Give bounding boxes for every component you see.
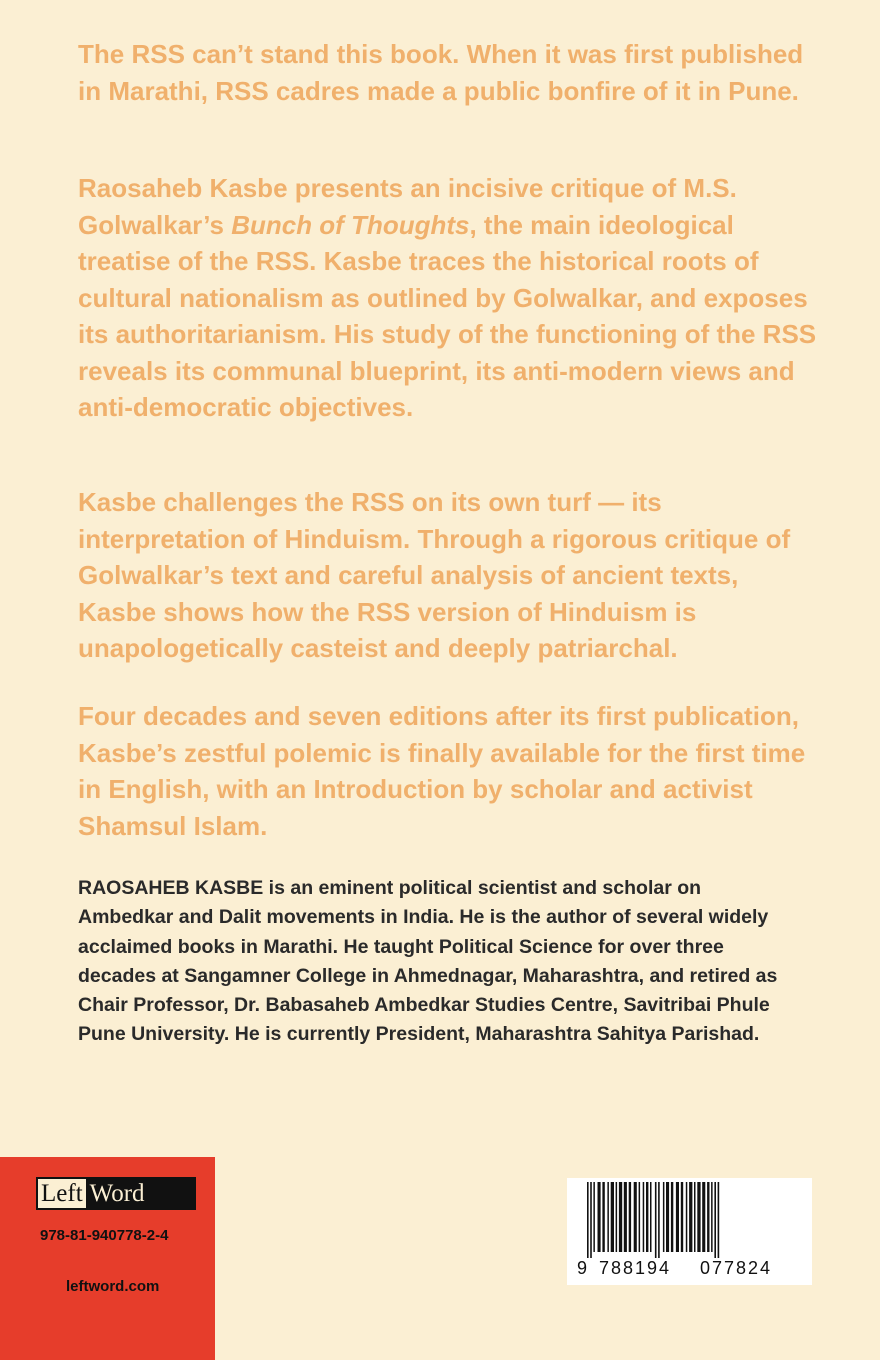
barcode-bar [634, 1182, 637, 1252]
blurb-paragraph-4: Four decades and seven editions after its first publication, Kasbe’s zestful polemic is finally available for the first time in English, with an Introduction by scholar and activist Shamsul Islam. [78, 701, 806, 841]
barcode-bar [671, 1182, 673, 1252]
barcode-bar [616, 1182, 618, 1252]
barcode-bar [689, 1182, 692, 1252]
barcode-bar [650, 1182, 652, 1252]
barcode-bar [663, 1182, 665, 1252]
barcode-bars [583, 1182, 803, 1258]
barcode-bar [598, 1182, 601, 1252]
isbn-number: 978-81-940778-2-4 [40, 1227, 169, 1244]
author-bio: RAOSAHEB KASBE is an eminent political scientist and scholar on Ambedkar and Dalit movements in India. He is the author of several widely acclaimed books in Marathi. He taught Political Science for over three decades at Sangamner College in Ahmednagar, Maharashtra, and retired as Chair Professor, Dr. Babasaheb Ambedkar Studies Centre, Savitribai Phule Pune University. He is currently President, Maharashtra Sahitya Parishad. [78, 877, 778, 1046]
barcode-bar [655, 1182, 657, 1258]
barcode-bar [718, 1182, 720, 1258]
publisher-website: leftword.com [66, 1278, 160, 1295]
logo-right-text: Word [86, 1179, 194, 1208]
barcode-bar [646, 1182, 648, 1252]
book-title: Bunch of Thoughts [231, 209, 470, 240]
barcode-bar [587, 1182, 589, 1258]
barcode-bar [639, 1182, 641, 1252]
publisher-panel [0, 1157, 215, 1360]
blurb-p2-rest: , the main ideological treatise of the RSS. Kasbe traces the historical roots of cultural nationalism as outlined by Golwalkar, and exposes its authoritarianism. His study of the functioning of the RSS reveals its communal blueprint, its anti-modern views and anti-democratic objectives. [78, 209, 817, 422]
barcode-digits [577, 1258, 807, 1280]
barcode-bar [590, 1182, 592, 1258]
blurb-paragraph-1: The RSS can’t stand this book. When it was first published in Marathi, RSS cadres made a public bonfire of it in Pune. [78, 39, 804, 106]
blurb-paragraph-2 [78, 170, 818, 426]
barcode-bar [681, 1182, 683, 1252]
barcode-bar [666, 1182, 669, 1252]
barcode-bar [611, 1182, 614, 1252]
barcode-bar [707, 1182, 709, 1252]
barcode-bar [607, 1182, 609, 1252]
barcode-bar [619, 1182, 622, 1252]
barcode-bar [676, 1182, 679, 1252]
barcode-bar [686, 1182, 688, 1252]
barcode-bar [697, 1182, 700, 1252]
barcode-bar [714, 1182, 716, 1258]
barcode-bar [624, 1182, 627, 1252]
barcode-bar [694, 1182, 696, 1252]
blurb-p2-lead: Raosaheb Kasbe presents an incisive critique of M.S. Golwalkar’s [78, 173, 737, 240]
barcode-bar [602, 1182, 604, 1252]
isbn-barcode [567, 1178, 812, 1285]
logo-left-text: Left [38, 1179, 86, 1208]
blurb-paragraph-3: Kasbe challenges the RSS on its own turf — its interpretation of Hinduism. Through a rigorous critique of Golwalkar’s text and careful analysis of ancient texts, Kasbe shows how the RSS version of Hinduism is unapologetically casteist and deeply patriarchal. [78, 487, 791, 663]
barcode-first-digit: 9 [577, 1258, 588, 1278]
barcode-left-group: 788194 [599, 1258, 672, 1278]
barcode-bar [629, 1182, 631, 1252]
barcode-right-group: 077824 [700, 1258, 773, 1278]
barcode-bar [711, 1182, 713, 1252]
barcode-bar [643, 1182, 645, 1252]
leftword-logo [36, 1177, 196, 1210]
barcode-bar [702, 1182, 705, 1252]
barcode-bar [593, 1182, 595, 1252]
barcode-bar [658, 1182, 660, 1258]
